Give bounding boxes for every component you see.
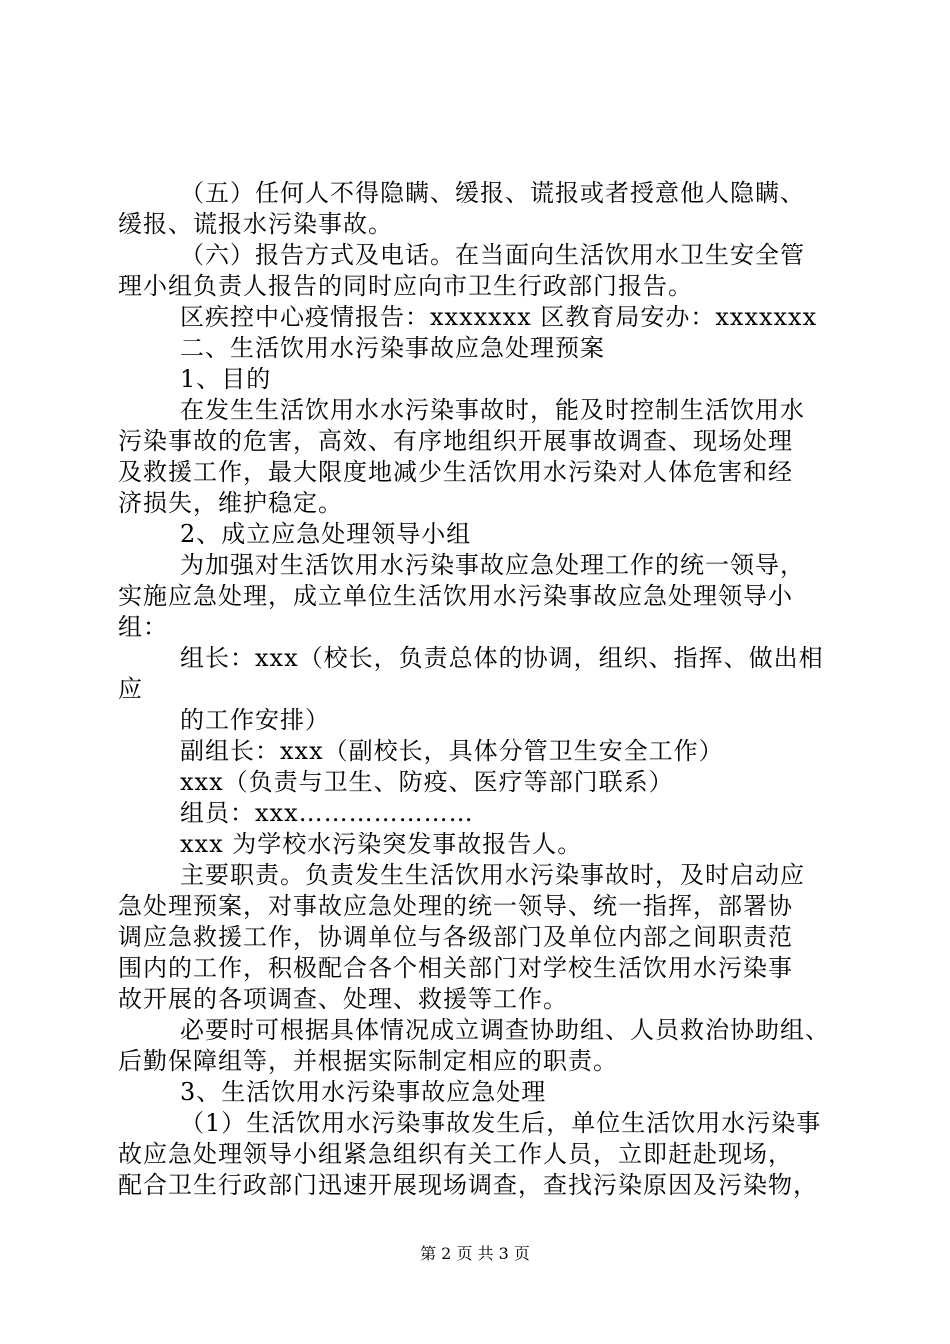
text-line-21: 组员：xxx………………… bbox=[180, 799, 474, 827]
text-line-29: 后勤保障组等，并根据实际制定相应的职责。 bbox=[118, 1047, 618, 1075]
text-line-17: 应 bbox=[118, 675, 143, 703]
text-line-27: 故开展的各项调查、处理、救援等工作。 bbox=[118, 985, 568, 1013]
text-line-2: 缓报、谎报水污染事故。 bbox=[118, 210, 393, 238]
page-footer: 第 2 页 共 3 页 bbox=[420, 1244, 530, 1263]
text-line-22: xxx 为学校水污染突发事故报告人。 bbox=[180, 830, 583, 858]
text-line-26: 围内的工作，积极配合各个相关部门对学校生活饮用水污染事 bbox=[118, 954, 793, 982]
text-line-5: 区疾控中心疫情报告：xxxxxxx 区教育局安办：xxxxxxx bbox=[180, 303, 818, 331]
text-line-16: 组长：xxx（校长，负责总体的协调，组织、指挥、做出相 bbox=[180, 644, 824, 672]
text-line-28: 必要时可根据具体情况成立调查协助组、人员救治协助组、 bbox=[180, 1016, 830, 1044]
text-line-32: 故应急处理领导小组紧急组织有关工作人员，立即赶赴现场， bbox=[118, 1140, 793, 1168]
text-line-24: 急处理预案，对事故应急处理的统一领导、统一指挥，部署协 bbox=[118, 892, 793, 920]
text-line-3: （六）报告方式及电话。在当面向生活饮用水卫生安全管 bbox=[180, 241, 805, 269]
text-line-18: 的工作安排） bbox=[180, 706, 330, 734]
text-line-11: 济损失，维护稳定。 bbox=[118, 489, 343, 517]
text-line-13: 为加强对生活饮用水污染事故应急处理工作的统一领导， bbox=[180, 551, 805, 579]
text-line-31: （1）生活饮用水污染事故发生后，单位生活饮用水污染事 bbox=[180, 1109, 822, 1137]
text-line-8: 在发生生活饮用水水污染事故时，能及时控制生活饮用水 bbox=[180, 396, 805, 424]
text-line-25: 调应急救援工作，协调单位与各级部门及单位内部之间职责范 bbox=[118, 923, 793, 951]
text-line-23: 主要职责。负责发生生活饮用水污染事故时，及时启动应 bbox=[180, 861, 805, 889]
subheading-purpose: 1、目的 bbox=[180, 365, 272, 393]
text-line-1: （五）任何人不得隐瞒、缓报、谎报或者授意他人隐瞒、 bbox=[180, 179, 805, 207]
text-line-15: 组： bbox=[118, 613, 168, 641]
text-line-4: 理小组负责人报告的同时应向市卫生行政部门报告。 bbox=[118, 272, 693, 300]
text-line-9: 污染事故的危害，高效、有序地组织开展事故调查、现场处理 bbox=[118, 427, 793, 455]
text-line-14: 实施应急处理，成立单位生活饮用水污染事故应急处理领导小 bbox=[118, 582, 793, 610]
text-line-20: xxx（负责与卫生、防疫、医疗等部门联系） bbox=[180, 768, 674, 796]
section-heading-2: 二、生活饮用水污染事故应急处理预案 bbox=[180, 334, 605, 362]
subheading-leadership: 2、成立应急处理领导小组 bbox=[180, 520, 472, 548]
text-line-33: 配合卫生行政部门迅速开展现场调查，查找污染原因及污染物， bbox=[118, 1171, 818, 1199]
text-line-19: 副组长：xxx（副校长，具体分管卫生安全工作） bbox=[180, 737, 724, 765]
text-line-10: 及救援工作，最大限度地减少生活饮用水污染对人体危害和经 bbox=[118, 458, 793, 486]
subheading-emergency-handling: 3、生活饮用水污染事故应急处理 bbox=[180, 1078, 547, 1106]
